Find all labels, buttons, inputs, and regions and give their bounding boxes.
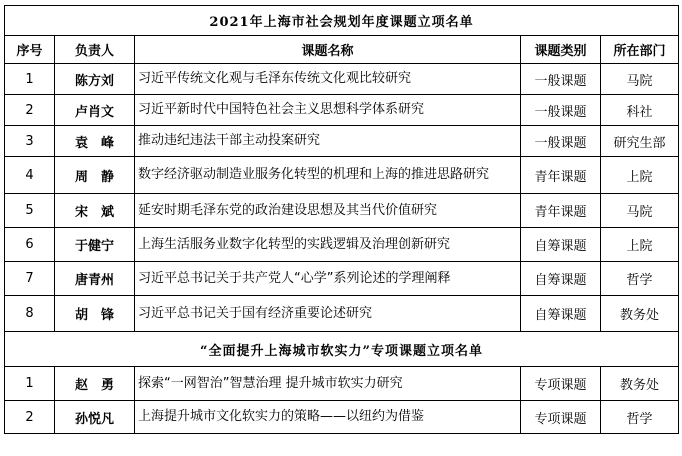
table-row (5, 126, 679, 157)
row-category: 专项课题 (521, 401, 601, 434)
row-dept: 上院 (601, 228, 679, 262)
row-no: 1 (5, 367, 55, 401)
header-topic: 课题名称 (135, 36, 521, 64)
row-leader: 赵 勇 (55, 367, 135, 401)
row-topic: 延安时期毛泽东党的政治建设思想及其当代价值研究 (135, 194, 521, 228)
row-dept: 教务处 (601, 367, 679, 401)
header-category: 课题类别 (521, 36, 601, 64)
row-topic: 习近平传统文化观与毛泽东传统文化观比较研究 (135, 64, 521, 95)
table-row (5, 157, 679, 194)
row-leader: 宋 斌 (55, 194, 135, 228)
row-category: 一般课题 (521, 95, 601, 126)
header-row (5, 36, 679, 64)
row-leader: 袁 峰 (55, 126, 135, 157)
row-leader: 唐青州 (55, 262, 135, 296)
row-no: 3 (5, 126, 55, 157)
row-dept: 研究生部 (601, 126, 679, 157)
row-leader: 卢肖文 (55, 95, 135, 126)
table-row (5, 228, 679, 262)
row-leader: 陈方刘 (55, 64, 135, 95)
title-row (5, 332, 679, 367)
header-leader: 负责人 (55, 36, 135, 64)
table-title-special: “全面提升上海城市软实力”专项课题立项名单 (5, 332, 679, 367)
row-category: 自筹课题 (521, 262, 601, 296)
row-topic: 上海生活服务业数字化转型的实践逻辑及治理创新研究 (135, 228, 521, 262)
row-dept: 哲学 (601, 262, 679, 296)
row-dept: 教务处 (601, 296, 679, 332)
table-row (5, 401, 679, 434)
row-dept: 哲学 (601, 401, 679, 434)
row-topic: 推动违纪违法干部主动投案研究 (135, 126, 521, 157)
row-category: 自筹课题 (521, 296, 601, 332)
row-dept: 马院 (601, 194, 679, 228)
row-no: 1 (5, 64, 55, 95)
table-row (5, 296, 679, 332)
table-row (5, 194, 679, 228)
row-leader: 胡 锋 (55, 296, 135, 332)
row-dept: 马院 (601, 64, 679, 95)
header-no: 序号 (5, 36, 55, 64)
row-category: 自筹课题 (521, 228, 601, 262)
row-no: 6 (5, 228, 55, 262)
project-table (4, 5, 679, 434)
table-row (5, 95, 679, 126)
row-topic: 上海提升城市文化软实力的策略——以纽约为借鉴 (135, 401, 521, 434)
row-no: 2 (5, 401, 55, 434)
row-topic: 数字经济驱动制造业服务化转型的机理和上海的推进思路研究 (135, 157, 521, 194)
row-no: 5 (5, 194, 55, 228)
row-topic: 习近平总书记关于国有经济重要论述研究 (135, 296, 521, 332)
row-no: 8 (5, 296, 55, 332)
header-dept: 所在部门 (601, 36, 679, 64)
row-no: 4 (5, 157, 55, 194)
row-category: 青年课题 (521, 157, 601, 194)
row-no: 2 (5, 95, 55, 126)
table-title-annual: 2021年上海市社会规划年度课题立项名单 (5, 6, 679, 36)
row-leader: 孙悦凡 (55, 401, 135, 434)
title-row (5, 6, 679, 36)
row-topic: 习近平新时代中国特色社会主义思想科学体系研究 (135, 95, 521, 126)
row-no: 7 (5, 262, 55, 296)
row-dept: 上院 (601, 157, 679, 194)
table-row (5, 262, 679, 296)
row-leader: 周 静 (55, 157, 135, 194)
row-leader: 于健宁 (55, 228, 135, 262)
row-category: 青年课题 (521, 194, 601, 228)
row-topic: 习近平总书记关于共产党人“心学”系列论述的学理阐释 (135, 262, 521, 296)
table-row (5, 367, 679, 401)
row-topic: 探索“一网智治”智慧治理 提升城市软实力研究 (135, 367, 521, 401)
row-category: 一般课题 (521, 64, 601, 95)
row-category: 专项课题 (521, 367, 601, 401)
row-dept: 科社 (601, 95, 679, 126)
row-category: 一般课题 (521, 126, 601, 157)
table-row (5, 64, 679, 95)
